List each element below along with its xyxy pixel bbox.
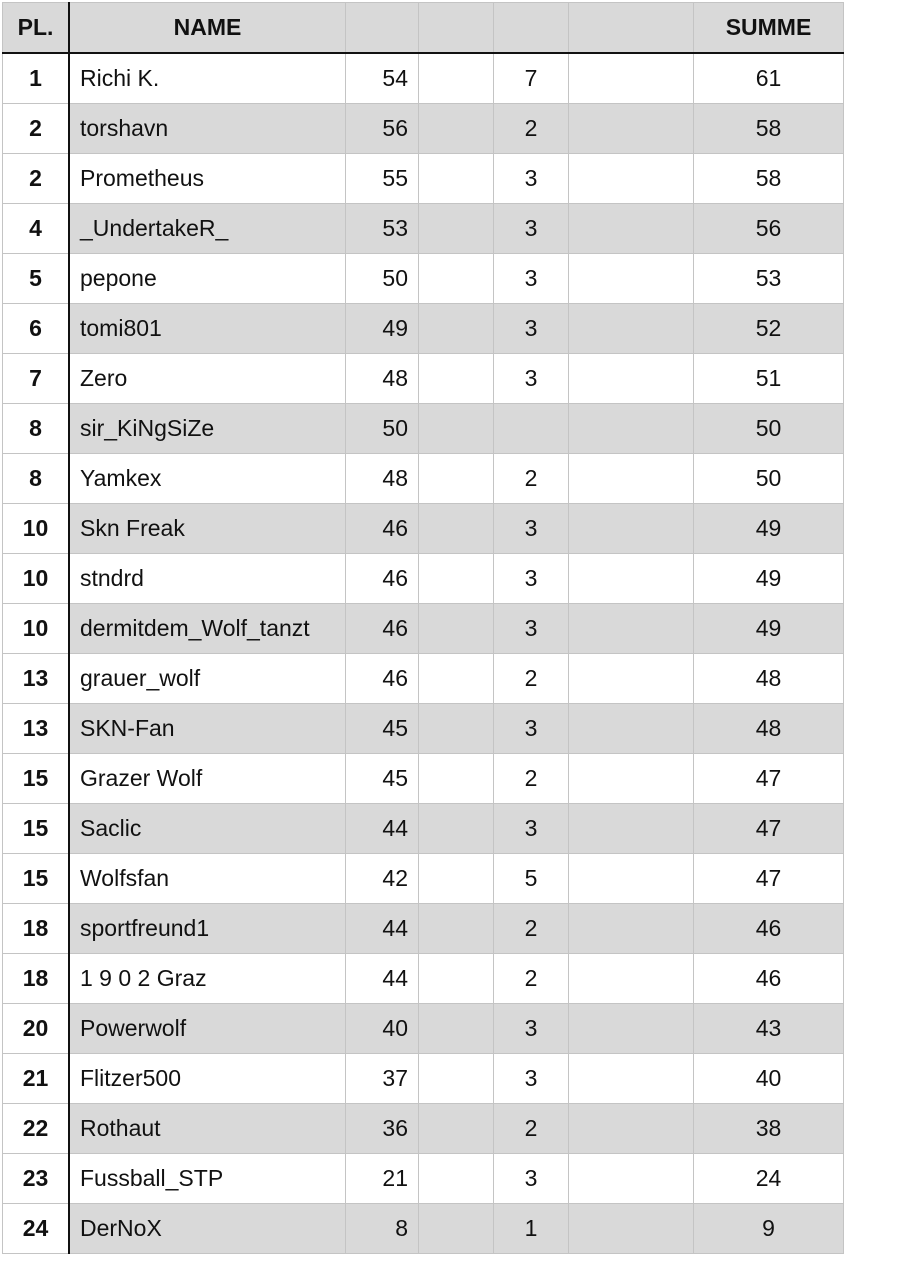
points-cell: 44 xyxy=(346,954,419,1004)
table-row xyxy=(3,604,844,654)
header-col-3 xyxy=(346,3,419,54)
points-cell: 46 xyxy=(346,504,419,554)
place-cell: 8 xyxy=(3,454,70,504)
sum-cell: 49 xyxy=(694,554,844,604)
name-cell: Grazer Wolf xyxy=(69,754,346,804)
points-cell: 45 xyxy=(346,704,419,754)
empty-cell xyxy=(419,1154,494,1204)
sum-cell: 9 xyxy=(694,1204,844,1254)
empty-cell xyxy=(419,1004,494,1054)
empty-cell xyxy=(419,954,494,1004)
bonus-cell: 3 xyxy=(494,204,569,254)
place-cell: 13 xyxy=(3,654,70,704)
table-body xyxy=(3,53,844,1254)
empty-cell xyxy=(419,654,494,704)
empty-cell xyxy=(569,104,694,154)
name-cell: Flitzer500 xyxy=(69,1054,346,1104)
table-row xyxy=(3,854,844,904)
points-cell: 37 xyxy=(346,1054,419,1104)
bonus-cell: 1 xyxy=(494,1204,569,1254)
name-cell: Skn Freak xyxy=(69,504,346,554)
table-row xyxy=(3,204,844,254)
bonus-cell: 3 xyxy=(494,304,569,354)
empty-cell xyxy=(419,604,494,654)
table-row xyxy=(3,654,844,704)
name-cell: torshavn xyxy=(69,104,346,154)
points-cell: 46 xyxy=(346,604,419,654)
empty-cell xyxy=(419,704,494,754)
empty-cell xyxy=(569,404,694,454)
name-cell: Saclic xyxy=(69,804,346,854)
name-cell: DerNoX xyxy=(69,1204,346,1254)
header-summe: SUMME xyxy=(694,3,844,54)
name-cell: sir_KiNgSiZe xyxy=(69,404,346,454)
empty-cell xyxy=(569,1204,694,1254)
empty-cell xyxy=(569,454,694,504)
points-cell: 45 xyxy=(346,754,419,804)
sum-cell: 40 xyxy=(694,1054,844,1104)
points-cell: 40 xyxy=(346,1004,419,1054)
sum-cell: 46 xyxy=(694,954,844,1004)
place-cell: 15 xyxy=(3,804,70,854)
sum-cell: 47 xyxy=(694,804,844,854)
sum-cell: 46 xyxy=(694,904,844,954)
ranking-table xyxy=(2,2,844,1254)
table-row xyxy=(3,304,844,354)
name-cell: Prometheus xyxy=(69,154,346,204)
table-header xyxy=(3,3,844,54)
table-row xyxy=(3,1104,844,1154)
bonus-cell xyxy=(494,404,569,454)
place-cell: 20 xyxy=(3,1004,70,1054)
place-cell: 7 xyxy=(3,354,70,404)
bonus-cell: 3 xyxy=(494,1054,569,1104)
empty-cell xyxy=(419,404,494,454)
name-cell: Fussball_STP xyxy=(69,1154,346,1204)
sum-cell: 47 xyxy=(694,854,844,904)
sum-cell: 48 xyxy=(694,704,844,754)
points-cell: 48 xyxy=(346,354,419,404)
empty-cell xyxy=(419,754,494,804)
empty-cell xyxy=(569,704,694,754)
bonus-cell: 3 xyxy=(494,504,569,554)
name-cell: grauer_wolf xyxy=(69,654,346,704)
bonus-cell: 7 xyxy=(494,53,569,104)
bonus-cell: 3 xyxy=(494,804,569,854)
empty-cell xyxy=(569,254,694,304)
empty-cell xyxy=(419,1204,494,1254)
place-cell: 2 xyxy=(3,104,70,154)
bonus-cell: 2 xyxy=(494,1104,569,1154)
bonus-cell: 2 xyxy=(494,754,569,804)
bonus-cell: 3 xyxy=(494,1154,569,1204)
empty-cell xyxy=(569,804,694,854)
empty-cell xyxy=(419,854,494,904)
points-cell: 55 xyxy=(346,154,419,204)
sum-cell: 50 xyxy=(694,404,844,454)
sum-cell: 43 xyxy=(694,1004,844,1054)
table-row xyxy=(3,154,844,204)
table-row xyxy=(3,1154,844,1204)
empty-cell xyxy=(419,53,494,104)
empty-cell xyxy=(569,1154,694,1204)
empty-cell xyxy=(419,304,494,354)
empty-cell xyxy=(569,1104,694,1154)
bonus-cell: 5 xyxy=(494,854,569,904)
sum-cell: 52 xyxy=(694,304,844,354)
points-cell: 44 xyxy=(346,804,419,854)
place-cell: 1 xyxy=(3,53,70,104)
empty-cell xyxy=(569,154,694,204)
bonus-cell: 3 xyxy=(494,1004,569,1054)
sum-cell: 48 xyxy=(694,654,844,704)
table-row xyxy=(3,53,844,104)
name-cell: pepone xyxy=(69,254,346,304)
header-place: PL. xyxy=(3,3,70,54)
points-cell: 53 xyxy=(346,204,419,254)
bonus-cell: 2 xyxy=(494,654,569,704)
place-cell: 22 xyxy=(3,1104,70,1154)
name-cell: Powerwolf xyxy=(69,1004,346,1054)
sum-cell: 53 xyxy=(694,254,844,304)
empty-cell xyxy=(569,904,694,954)
place-cell: 13 xyxy=(3,704,70,754)
name-cell: Wolfsfan xyxy=(69,854,346,904)
bonus-cell: 2 xyxy=(494,904,569,954)
header-row xyxy=(3,3,844,54)
points-cell: 42 xyxy=(346,854,419,904)
bonus-cell: 3 xyxy=(494,554,569,604)
empty-cell xyxy=(569,304,694,354)
sum-cell: 38 xyxy=(694,1104,844,1154)
points-cell: 50 xyxy=(346,404,419,454)
table-row xyxy=(3,554,844,604)
empty-cell xyxy=(569,1004,694,1054)
empty-cell xyxy=(419,504,494,554)
table-row xyxy=(3,454,844,504)
table-row xyxy=(3,704,844,754)
table-row xyxy=(3,254,844,304)
name-cell: sportfreund1 xyxy=(69,904,346,954)
empty-cell xyxy=(569,604,694,654)
table-row xyxy=(3,404,844,454)
points-cell: 36 xyxy=(346,1104,419,1154)
empty-cell xyxy=(569,204,694,254)
name-cell: Richi K. xyxy=(69,53,346,104)
points-cell: 56 xyxy=(346,104,419,154)
table-row xyxy=(3,1204,844,1254)
name-cell: tomi801 xyxy=(69,304,346,354)
empty-cell xyxy=(569,654,694,704)
place-cell: 18 xyxy=(3,954,70,1004)
sum-cell: 50 xyxy=(694,454,844,504)
sum-cell: 24 xyxy=(694,1154,844,1204)
header-col-4 xyxy=(419,3,494,54)
place-cell: 18 xyxy=(3,904,70,954)
points-cell: 54 xyxy=(346,53,419,104)
sum-cell: 47 xyxy=(694,754,844,804)
place-cell: 5 xyxy=(3,254,70,304)
empty-cell xyxy=(569,854,694,904)
name-cell: 1 9 0 2 Graz xyxy=(69,954,346,1004)
sum-cell: 61 xyxy=(694,53,844,104)
empty-cell xyxy=(419,1054,494,1104)
points-cell: 49 xyxy=(346,304,419,354)
empty-cell xyxy=(419,154,494,204)
name-cell: _UndertakeR_ xyxy=(69,204,346,254)
points-cell: 48 xyxy=(346,454,419,504)
place-cell: 15 xyxy=(3,754,70,804)
sum-cell: 56 xyxy=(694,204,844,254)
table-row xyxy=(3,804,844,854)
empty-cell xyxy=(569,53,694,104)
bonus-cell: 3 xyxy=(494,704,569,754)
header-col-6 xyxy=(569,3,694,54)
empty-cell xyxy=(419,254,494,304)
table-row xyxy=(3,904,844,954)
points-cell: 50 xyxy=(346,254,419,304)
empty-cell xyxy=(569,504,694,554)
place-cell: 21 xyxy=(3,1054,70,1104)
table-row xyxy=(3,354,844,404)
empty-cell xyxy=(419,1104,494,1154)
sum-cell: 49 xyxy=(694,604,844,654)
empty-cell xyxy=(569,754,694,804)
bonus-cell: 2 xyxy=(494,954,569,1004)
name-cell: Yamkex xyxy=(69,454,346,504)
empty-cell xyxy=(419,804,494,854)
name-cell: SKN-Fan xyxy=(69,704,346,754)
empty-cell xyxy=(419,904,494,954)
place-cell: 10 xyxy=(3,604,70,654)
name-cell: stndrd xyxy=(69,554,346,604)
bonus-cell: 3 xyxy=(494,254,569,304)
empty-cell xyxy=(569,354,694,404)
empty-cell xyxy=(419,454,494,504)
bonus-cell: 2 xyxy=(494,104,569,154)
table-row xyxy=(3,104,844,154)
place-cell: 2 xyxy=(3,154,70,204)
table-row xyxy=(3,754,844,804)
empty-cell xyxy=(569,954,694,1004)
points-cell: 21 xyxy=(346,1154,419,1204)
bonus-cell: 3 xyxy=(494,354,569,404)
sum-cell: 58 xyxy=(694,154,844,204)
place-cell: 6 xyxy=(3,304,70,354)
place-cell: 15 xyxy=(3,854,70,904)
empty-cell xyxy=(419,104,494,154)
place-cell: 4 xyxy=(3,204,70,254)
empty-cell xyxy=(569,554,694,604)
bonus-cell: 3 xyxy=(494,604,569,654)
table-row xyxy=(3,954,844,1004)
header-name: NAME xyxy=(69,3,346,54)
table-row xyxy=(3,504,844,554)
points-cell: 46 xyxy=(346,554,419,604)
empty-cell xyxy=(569,1054,694,1104)
bonus-cell: 2 xyxy=(494,454,569,504)
place-cell: 10 xyxy=(3,504,70,554)
empty-cell xyxy=(419,554,494,604)
place-cell: 24 xyxy=(3,1204,70,1254)
table-row xyxy=(3,1054,844,1104)
sum-cell: 58 xyxy=(694,104,844,154)
place-cell: 23 xyxy=(3,1154,70,1204)
points-cell: 46 xyxy=(346,654,419,704)
empty-cell xyxy=(419,354,494,404)
name-cell: dermitdem_Wolf_tanzt xyxy=(69,604,346,654)
place-cell: 8 xyxy=(3,404,70,454)
sum-cell: 49 xyxy=(694,504,844,554)
name-cell: Zero xyxy=(69,354,346,404)
bonus-cell: 3 xyxy=(494,154,569,204)
header-col-5 xyxy=(494,3,569,54)
sum-cell: 51 xyxy=(694,354,844,404)
name-cell: Rothaut xyxy=(69,1104,346,1154)
empty-cell xyxy=(419,204,494,254)
place-cell: 10 xyxy=(3,554,70,604)
points-cell: 8 xyxy=(346,1204,419,1254)
points-cell: 44 xyxy=(346,904,419,954)
table-row xyxy=(3,1004,844,1054)
